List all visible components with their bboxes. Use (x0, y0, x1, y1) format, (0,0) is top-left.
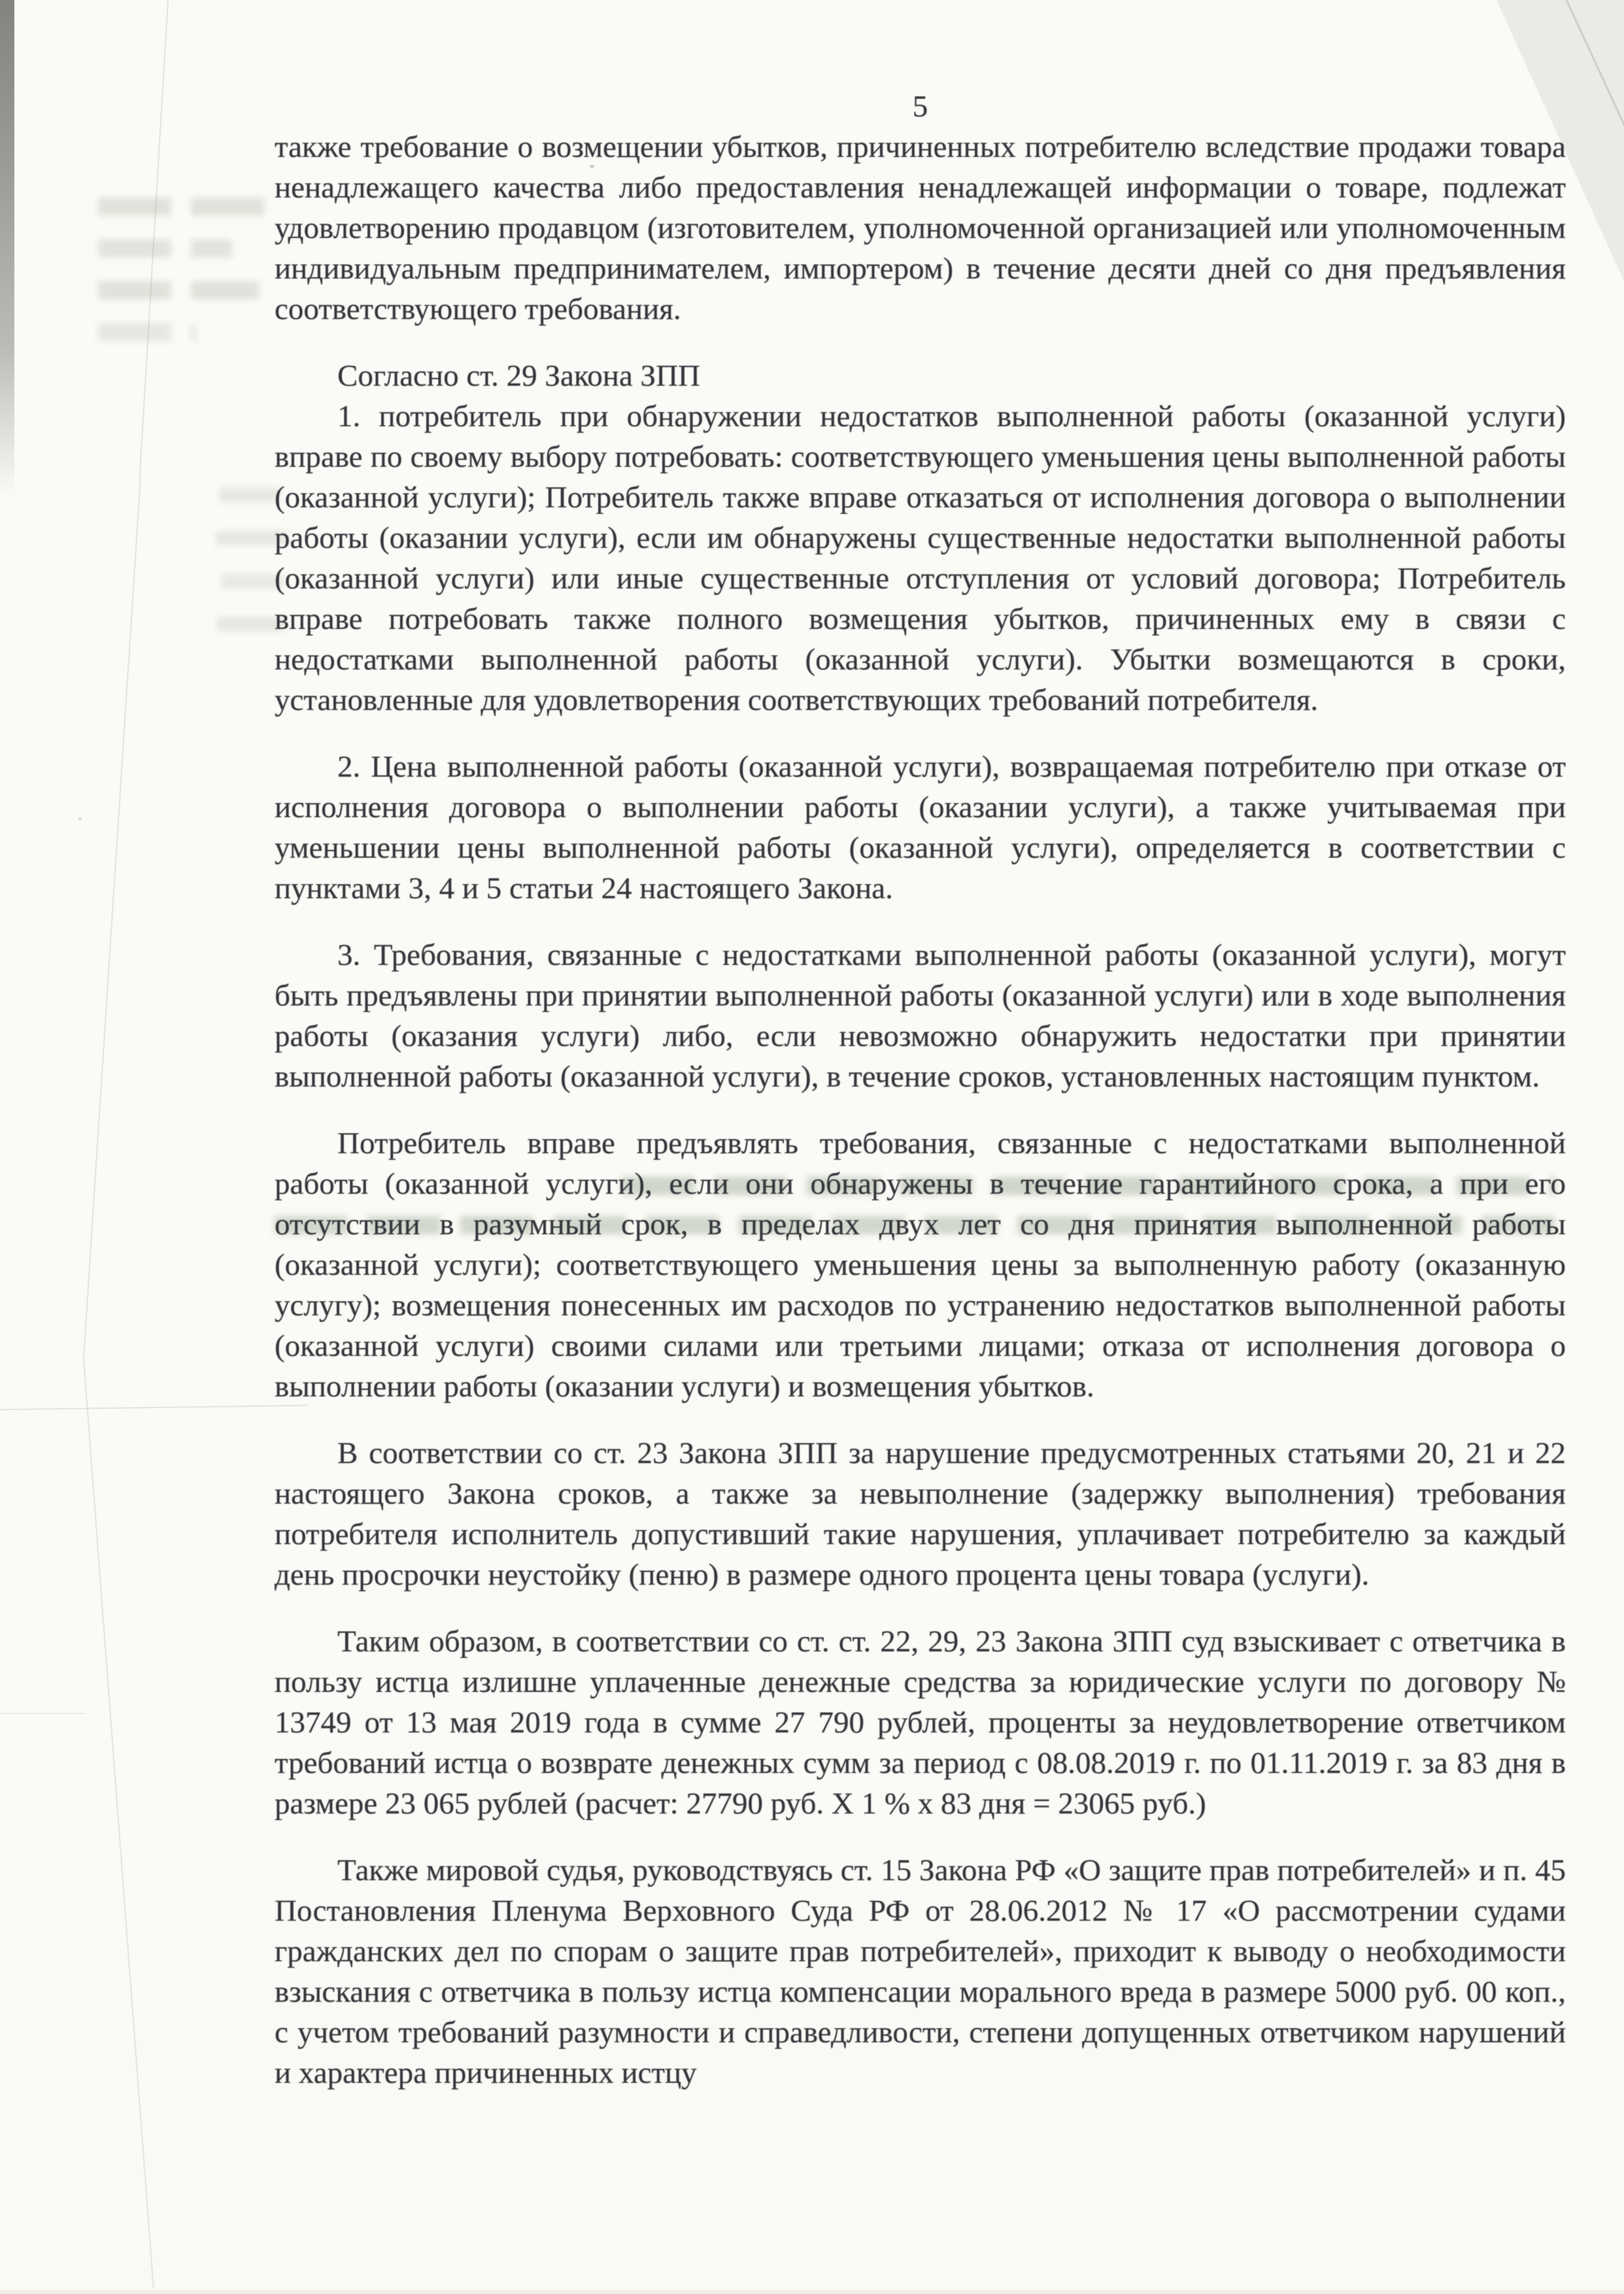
scanner-edge-shadow (0, 0, 14, 497)
paragraph-court-award-calculation: Таким образом, в соответствии со ст. ст. 22, 29, 23 Закона ЗПП суд взыскивает с ответчика в пользу истца излишне уплаченные денежные средства за юридические услуги по договору № 13749 от 13 мая 2019 года в сумме 27 790 рублей, проценты за неудовлетворение ответчиком требований истца о возврате денежных сумм за период с 08.08.2019 г. по 01.11.2019 г. за 83 дня в размере 23 065 рублей (расчет: 27790 руб. Х 1 % х 83 дня = 23065 руб.) (275, 1625, 1566, 1821)
ink-bleed-through (98, 323, 196, 341)
ink-bleed-through (98, 239, 232, 258)
paragraph-item-1: 1. потребитель при обнаружении недостатков выполненной работы (оказанной услуги) вправе по своему выбору потребовать: соответствующего уменьшения цены выполненной работы (оказанной услуги); Потребитель также вправе отказаться от исполнения договора о выполнении работы (оказании услуги), если им обнаружены существенные недостатки выполненной работы (оказанной услуги) или иные существенные отступления от условий договора; Потребитель вправе потребовать также полного возмещения убытков, причиненных ему в связи с недостатками выполненной работы (оказанной услуги). Убытки возмещаются в сроки, установленные для удовлетворения соответствующих требований потребителя. (275, 399, 1566, 717)
paragraph-article-23-penalty: В соответствии со ст. 23 Закона ЗПП за нарушение предусмотренных статьями 20, 21 и 22 настоящего Закона сроков, а также за невыполнение (задержку выполнения) требования потребителя исполнитель допустивший такие нарушения, уплачивает потребителю за каждый день просрочки неустойку (пеню) в размере одного процента цены товара (услуги). (275, 1436, 1566, 1592)
paragraph-moral-damages: Также мировой судья, руководствуясь ст. 15 Закона РФ «О защите прав потребителей» и п. 45 Постановления Пленума Верховного Суда РФ от 28.06.2012 № 17 «О рассмотрении судами гражданских дел по спорам о защите прав потребителей», приходит к выводу о необходимости взыскания с ответчика в пользу истца компенсации морального вреда в размере 5000 руб. 00 коп., с учетом требований разумности и справедливости, степени допущенных ответчиком нарушений и характера причиненных истцу (275, 1853, 1566, 2090)
ink-bleed-through (98, 197, 277, 216)
paragraph-law-heading: Согласно ст. 29 Закона ЗПП (337, 359, 700, 393)
document-text-column (275, 86, 1566, 2093)
paragraph-claims-continuation: также требование о возмещении убытков, причиненных потребителю вследствие продажи товара ненадлежащего качества либо предоставления ненадлежащей информации о товаре, подлежат удовлетворению продавцом (изготовителем, уполномоченной организацией или уполномоченным индивидуальным предпринимателем, импортером) в течение десяти дней со дня предъявления соответствующего требования. (275, 130, 1566, 326)
paper-crease-vertical (83, 1360, 154, 2288)
paragraph-warranty-terms: Потребитель вправе предъявлять требования, связанные с недостатками выполненной работы (оказанной услуги), если они обнаружены в течение гарантийного срока, а при его отсутствии в разумный срок, в пределах двух лет со дня принятия выполненной работы (оказанной услуги); соответствующего уменьшения цены за выполненную работу (оказанную услугу); возмещения понесенных им расходов по устранению недостатков выполненной работы (оказанной услуги) своими силами или третьими лицами; отказа от исполнения договора о выполнении работы (оказании услуги) и возмещения убытков. (275, 1126, 1566, 1404)
ink-bleed-through (98, 281, 259, 299)
page-number: 5 (912, 90, 928, 124)
ink-bleed-through (220, 488, 280, 502)
paragraph-item-3: 3. Требования, связанные с недостатками выполненной работы (оказанной услуги), могут быть предъявлены при принятии выполненной работы (оказанной услуги) или в ходе выполнения работы (оказания услуги) либо, если невозможно обнаружить недостатки при принятии выполненной работы (оказанной услуги), в течение сроков, установленных настоящим пунктом. (275, 938, 1566, 1094)
paper-crease-vertical (83, 477, 141, 1360)
paper-crease-horizontal (0, 1713, 85, 1714)
scan-speck (78, 817, 82, 820)
scan-bottom-edge (0, 2290, 1624, 2294)
paper-crease-horizontal (0, 1405, 307, 1411)
paragraph-item-2: 2. Цена выполненной работы (оказанной услуги), возвращаемая потребителю при отказе от исполнения договора о выполнении работы (оказании услуги), а также учитываемая при уменьшении цены выполненной работы (оказанной услуги), определяется в соответствии с пунктами 3, 4 и 5 статьи 24 настоящего Закона. (275, 750, 1566, 905)
